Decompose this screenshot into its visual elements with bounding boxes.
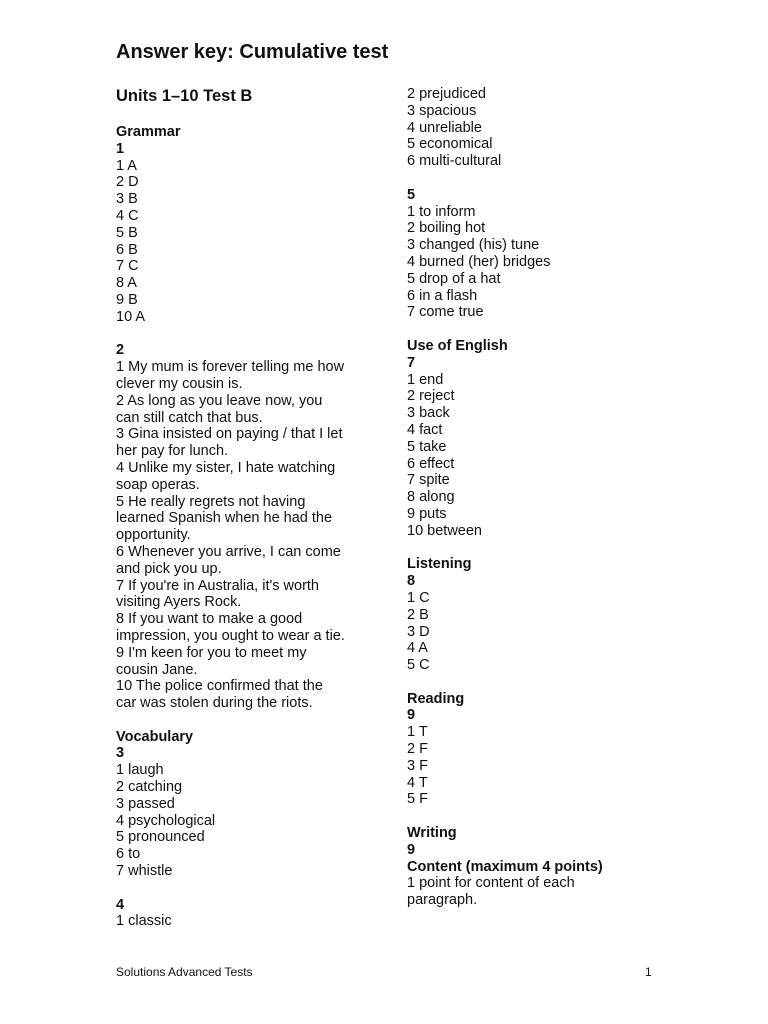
answer-line: 3 changed (his) tune <box>407 237 540 254</box>
answer-line: 8 A <box>116 275 137 292</box>
answer-line: 6 effect <box>407 455 455 472</box>
question-number: 9 <box>407 841 416 858</box>
answer-line: 8 along <box>407 489 455 506</box>
section-title: Use of English <box>407 337 508 354</box>
question-number: 5 <box>407 186 416 203</box>
answer-line: 3 back <box>407 405 450 422</box>
answer-line: 3 D <box>407 623 430 640</box>
answer-line: 1 classic <box>116 913 172 930</box>
answer-line: 4 Unlike my sister, I hate watching <box>116 459 336 476</box>
footer-page-number: 1 <box>645 965 652 979</box>
answer-line: 8 If you want to make a good <box>116 611 303 628</box>
answer-line: learned Spanish when he had the <box>116 510 333 527</box>
vocabulary-section <box>116 729 371 880</box>
answer-line: 6 in a flash <box>407 287 478 304</box>
use-of-english-section <box>407 338 662 540</box>
answer-line: 3 Gina insisted on paying / that I let <box>116 426 343 443</box>
grammar-question-2 <box>116 342 371 712</box>
answer-line: 3 passed <box>116 795 175 812</box>
answer-line: 1 end <box>407 371 444 388</box>
answer-line: 5 B <box>116 224 138 241</box>
answer-line: can still catch that bus. <box>116 409 263 426</box>
writing-section <box>407 825 662 909</box>
answer-line: her pay for lunch. <box>116 443 229 460</box>
section-title: Grammar <box>116 124 181 140</box>
answer-line: 4 burned (her) bridges <box>407 253 551 270</box>
answer-line: 3 B <box>116 191 138 208</box>
answer-line: 4 T <box>407 774 428 791</box>
question-number: 7 <box>407 354 416 371</box>
section-title: Writing <box>407 825 457 842</box>
answer-line: 9 I'm keen for you to meet my <box>116 644 307 661</box>
answer-line: 10 The police confirmed that the <box>116 678 323 695</box>
answer-line: 1 to inform <box>407 203 476 220</box>
question-number: 8 <box>407 573 416 590</box>
answer-line: 1 My mum is forever telling me how <box>116 359 345 376</box>
answer-line: 6 to <box>116 846 141 863</box>
answer-line: 4 C <box>116 207 139 224</box>
question-number: 2 <box>116 342 125 359</box>
answer-line: 5 drop of a hat <box>407 270 501 287</box>
answer-line: 2 boiling hot <box>407 220 486 237</box>
right-column <box>407 86 662 926</box>
answer-line: 2 D <box>116 174 139 191</box>
question-number: 1 <box>116 140 125 157</box>
reading-section <box>407 691 662 809</box>
answer-line: 5 F <box>407 791 428 808</box>
listening-section <box>407 556 662 674</box>
units-heading: Units 1–10 Test B <box>116 87 253 105</box>
answer-line: 2 reject <box>407 388 455 405</box>
answer-line: impression, you ought to wear a tie. <box>116 627 345 644</box>
left-column <box>116 86 371 947</box>
answer-line: cousin Jane. <box>116 661 198 678</box>
answer-line: 4 unreliable <box>407 119 482 136</box>
answer-line: 4 psychological <box>116 812 216 829</box>
answer-line: 9 puts <box>407 505 447 522</box>
question-number: 4 <box>116 896 125 913</box>
answer-line: 5 C <box>407 657 430 674</box>
answer-line: 6 multi-cultural <box>407 153 502 170</box>
section-title: Reading <box>407 690 465 707</box>
vocabulary-question-5 <box>407 187 662 321</box>
answer-line: 2 prejudiced <box>407 86 486 102</box>
answer-line: 7 C <box>116 258 139 275</box>
answer-line: 10 A <box>116 308 146 325</box>
answer-line: soap operas. <box>116 476 200 493</box>
answer-line: and pick you up. <box>116 560 222 577</box>
answer-line: 2 B <box>407 606 429 623</box>
answer-line: opportunity. <box>116 527 191 544</box>
answer-line: car was stolen during the riots. <box>116 695 313 712</box>
answer-line: 1 A <box>116 157 137 174</box>
answer-line: 5 economical <box>407 136 493 153</box>
answer-line: 9 B <box>116 291 138 308</box>
answer-line: 1 point for content of each <box>407 875 575 892</box>
answer-line: 5 pronounced <box>116 829 205 846</box>
answer-line: clever my cousin is. <box>116 375 243 392</box>
answer-line: 3 spacious <box>407 102 477 119</box>
answer-line: 4 A <box>407 640 428 657</box>
vocabulary-question-4 <box>116 897 371 931</box>
answer-line: 5 take <box>407 438 447 455</box>
question-number: 9 <box>407 707 416 724</box>
answer-line: 7 spite <box>407 472 450 489</box>
answer-line: 2 As long as you leave now, you <box>116 392 323 409</box>
footer-publication: Solutions Advanced Tests <box>116 965 253 979</box>
answer-line: 2 catching <box>116 779 183 796</box>
answer-line: visiting Ayers Rock. <box>116 594 242 611</box>
grammar-section <box>116 124 371 326</box>
answer-line: 1 C <box>407 589 430 606</box>
answer-line: 3 F <box>407 757 428 774</box>
answer-line: 10 between <box>407 522 482 539</box>
page-title: Answer key: Cumulative test <box>116 41 389 63</box>
answer-line: paragraph. <box>407 892 478 909</box>
section-title: Listening <box>407 556 472 573</box>
answer-line: 6 Whenever you arrive, I can come <box>116 543 341 560</box>
answer-line: 2 F <box>407 741 428 758</box>
answer-line: 4 fact <box>407 421 443 438</box>
section-title: Vocabulary <box>116 728 194 745</box>
content-subheading: Content (maximum 4 points) <box>407 858 603 875</box>
answer-line: 1 T <box>407 724 428 741</box>
answer-line: 6 B <box>116 241 138 258</box>
answer-line: 7 come true <box>407 304 484 321</box>
answer-line: 7 If you're in Australia, it's worth <box>116 577 319 594</box>
answer-line: 1 laugh <box>116 762 164 779</box>
vocabulary-question-4-continued <box>407 86 662 170</box>
answer-line: 5 He really regrets not having <box>116 493 306 510</box>
answer-line: 7 whistle <box>116 863 173 880</box>
question-number: 3 <box>116 745 125 762</box>
